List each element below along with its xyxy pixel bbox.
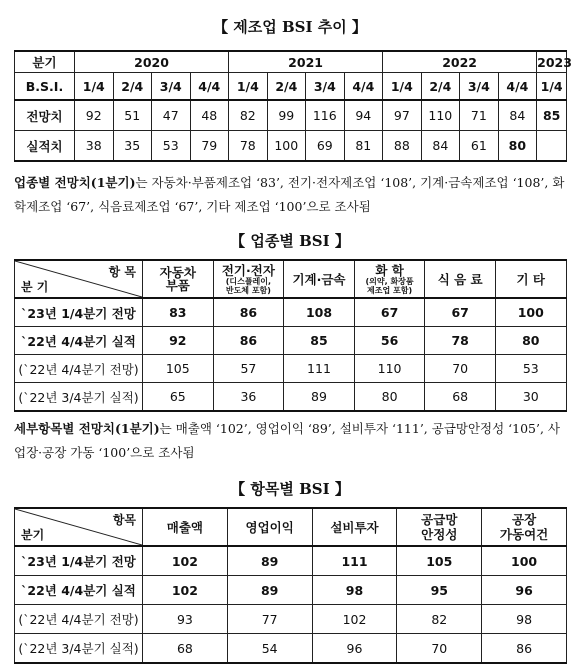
table-cell: 96 (312, 634, 397, 664)
row-label: `22년 4/4분기 실적 (15, 327, 143, 355)
table-cell: 80 (354, 383, 425, 412)
header-row (15, 508, 567, 546)
row-label: (`22년 4/4분기 전망) (15, 605, 143, 634)
table-cell: 79 (190, 131, 229, 162)
corner-label-quarter: 분기 (15, 51, 75, 73)
table-cell: 70 (397, 634, 482, 664)
table-cell: 99 (267, 100, 306, 131)
table-cell: 110 (421, 100, 460, 131)
table-cell: 97 (383, 100, 422, 131)
table-row (15, 298, 567, 327)
table-cell: 95 (397, 576, 482, 605)
quarter-header: 2/4 (421, 73, 460, 101)
table-row (15, 355, 567, 383)
table-cell: 85 (537, 100, 567, 131)
column-header (495, 260, 566, 298)
table-cell: 80 (495, 327, 566, 355)
table-cell: 30 (495, 383, 566, 412)
table-cell: 83 (143, 298, 214, 327)
table-cell: 108 (284, 298, 355, 327)
quarter-header: 4/4 (344, 73, 383, 101)
table-cell: 98 (482, 605, 567, 634)
summary-text: 는 매출액 ‘102’, 영업이익 ‘89’, 설비투자 ‘111’, 공급망안정성 ‘105’, 사업장·공장 가동 ‘100’으로 조사됨 (14, 421, 560, 460)
year-header: 2020 (75, 51, 229, 73)
quarter-header: 4/4 (190, 73, 229, 101)
section-title-industry-bsi: 【 업종별 BSI 】 (230, 232, 350, 250)
table-cell (537, 131, 567, 162)
row-label: (`22년 3/4분기 실적) (15, 383, 143, 412)
column-header: 설비투자 (312, 508, 397, 546)
table-cell: 86 (213, 298, 284, 327)
table-cell: 78 (425, 327, 496, 355)
row-label: (`22년 3/4분기 실적) (15, 634, 143, 664)
table-cell: 84 (421, 131, 460, 162)
table-cell: 89 (284, 383, 355, 412)
table-cell: 67 (425, 298, 496, 327)
table-cell: 57 (213, 355, 284, 383)
summary-text: 는 자동차·부품제조업 ‘83’, 전기·전자제조업 ‘108’, 기계·금속제조업 ‘108’, 화학제조업 ‘67’, 식음료제조업 ‘67’, 기타 제조업 ‘100’으로 조사됨 (14, 175, 565, 214)
corner-label-top: 항 목 (108, 265, 136, 279)
table-cell: 98 (312, 576, 397, 605)
row-label: `23년 1/4분기 전망 (15, 298, 143, 327)
quarter-header: 1/4 (229, 73, 268, 101)
quarter-header-row (15, 73, 567, 101)
column-header (284, 260, 355, 298)
table-cell: 105 (143, 355, 214, 383)
table-cell: 71 (460, 100, 499, 131)
table-cell: 82 (397, 605, 482, 634)
quarter-header: 1/4 (537, 73, 567, 101)
row-label: 전망치 (15, 100, 75, 131)
table-cell: 54 (227, 634, 312, 664)
table-cell: 110 (354, 355, 425, 383)
diagonal-header (15, 509, 142, 545)
table-cell: 77 (227, 605, 312, 634)
quarter-header: 1/4 (383, 73, 422, 101)
row-label: (`22년 4/4분기 전망) (15, 355, 143, 383)
table-cell: 56 (354, 327, 425, 355)
column-header: 영업이익 (227, 508, 312, 546)
row-label: `23년 1/4분기 전망 (15, 546, 143, 576)
table-cell: 81 (344, 131, 383, 162)
table-cell: 116 (306, 100, 345, 131)
table-cell: 70 (425, 355, 496, 383)
table-cell: 82 (229, 100, 268, 131)
item-forecast-summary (14, 417, 570, 465)
table-cell: 35 (113, 131, 152, 162)
quarter-header: 4/4 (498, 73, 537, 101)
quarter-header: 3/4 (306, 73, 345, 101)
table-cell: 84 (498, 100, 537, 131)
table-cell: 86 (482, 634, 567, 664)
column-header-label: 식 음 료 (437, 271, 483, 287)
column-header (143, 260, 214, 298)
table-cell: 89 (227, 576, 312, 605)
corner-label-bottom: 분기 (21, 528, 45, 542)
corner-label-bsi: B.S.I. (15, 73, 75, 101)
row-label: `22년 4/4분기 실적 (15, 576, 143, 605)
table-cell: 111 (312, 546, 397, 576)
section-title-manufacturing-bsi: 【 제조업 BSI 추이 】 (213, 18, 367, 36)
table-cell: 67 (354, 298, 425, 327)
header-row (15, 260, 567, 298)
manufacturing-bsi-table (14, 50, 572, 162)
table-cell: 85 (284, 327, 355, 355)
column-header: 공급망 안정성 (397, 508, 482, 546)
table-cell: 102 (143, 576, 228, 605)
corner-header-cell (15, 260, 143, 298)
table-cell: 68 (143, 634, 228, 664)
table-cell: 111 (284, 355, 355, 383)
column-header-label: 기 타 (516, 271, 546, 287)
table-cell: 92 (143, 327, 214, 355)
table-row (15, 576, 567, 605)
table-row (15, 546, 567, 576)
column-header: 공장 가동여건 (482, 508, 567, 546)
quarter-header: 1/4 (75, 73, 114, 101)
column-header-label: 기계·금속 (292, 271, 346, 287)
table-cell: 86 (213, 327, 284, 355)
year-header: 2022 (383, 51, 537, 73)
column-header (425, 260, 496, 298)
table-row (15, 131, 567, 162)
table-cell: 48 (190, 100, 229, 131)
table-cell: 94 (344, 100, 383, 131)
table-row (15, 327, 567, 355)
column-header: 매출액 (143, 508, 228, 546)
corner-label-bottom: 분 기 (21, 280, 49, 294)
table-cell: 38 (75, 131, 114, 162)
diagonal-header (15, 261, 142, 297)
section-title-item-bsi: 【 항목별 BSI 】 (230, 480, 350, 498)
year-header: 2023 (537, 51, 567, 73)
summary-lead: 업종별 전망치(1분기) (14, 175, 136, 190)
table-row (15, 605, 567, 634)
corner-label-top: 항목 (112, 513, 136, 527)
table-cell: 68 (425, 383, 496, 412)
column-header-label: 자동차 부품 (159, 265, 196, 293)
table-cell: 69 (306, 131, 345, 162)
table-row (15, 634, 567, 664)
table-cell: 102 (143, 546, 228, 576)
table-cell: 47 (152, 100, 191, 131)
quarter-header: 2/4 (113, 73, 152, 101)
table-cell: 102 (312, 605, 397, 634)
table-cell: 105 (397, 546, 482, 576)
table-cell: 80 (498, 131, 537, 162)
industry-bsi-table (14, 259, 567, 412)
table-cell: 92 (75, 100, 114, 131)
quarter-header: 3/4 (152, 73, 191, 101)
year-header-row (15, 51, 567, 73)
column-header-label: 전기·전자 (221, 262, 275, 278)
quarter-header: 2/4 (267, 73, 306, 101)
table-cell: 36 (213, 383, 284, 412)
table-cell: 51 (113, 100, 152, 131)
table-cell: 78 (229, 131, 268, 162)
table-cell: 89 (227, 546, 312, 576)
table-cell: 96 (482, 576, 567, 605)
table-cell: 53 (152, 131, 191, 162)
table-cell: 53 (495, 355, 566, 383)
industry-forecast-summary (14, 171, 570, 219)
column-header (354, 260, 425, 298)
row-label: 실적치 (15, 131, 75, 162)
summary-lead: 세부항목별 전망치(1분기) (14, 421, 160, 436)
column-header-note: (디스플레이, 반도체 포함) (225, 276, 272, 295)
table-cell: 61 (460, 131, 499, 162)
table-cell: 88 (383, 131, 422, 162)
quarter-header: 3/4 (460, 73, 499, 101)
column-header (213, 260, 284, 298)
table-cell: 100 (267, 131, 306, 162)
table-row (15, 383, 567, 412)
table-cell: 65 (143, 383, 214, 412)
table-cell: 100 (482, 546, 567, 576)
year-header: 2021 (229, 51, 383, 73)
column-header-label: 화 학 (375, 262, 404, 278)
item-bsi-table (14, 507, 567, 664)
corner-header-cell (15, 508, 143, 546)
table-row (15, 100, 567, 131)
column-header-note: (의약, 화장품 제조업 포함) (365, 276, 414, 295)
table-cell: 100 (495, 298, 566, 327)
table-cell: 93 (143, 605, 228, 634)
